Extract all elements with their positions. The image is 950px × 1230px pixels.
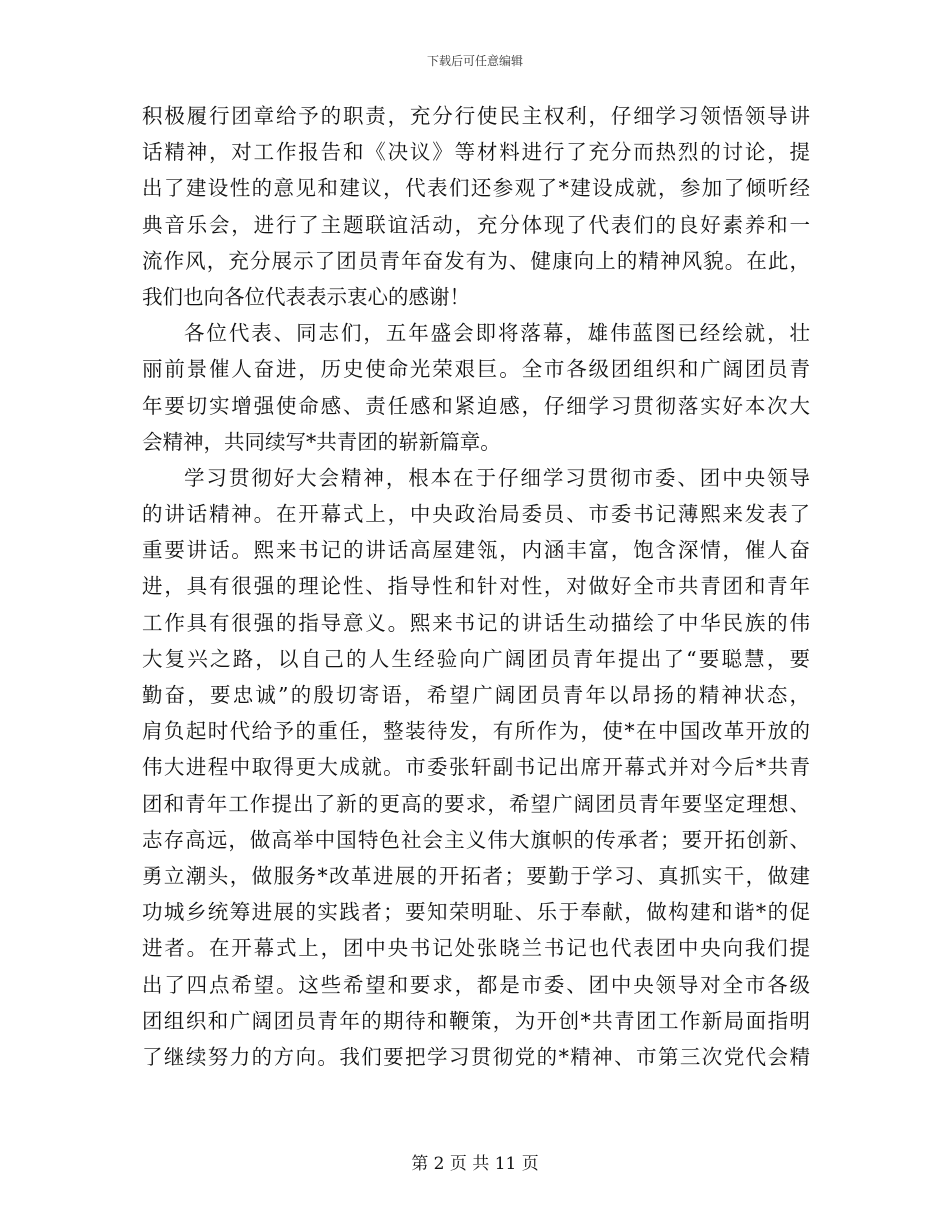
text-line: 大复兴之路，以自己的人生经验向广阔团员青年提出了“要聪慧，要 — [142, 646, 810, 671]
text-line: 流作风，充分展示了团员青年奋发有为、健康向上的精神风貌。在此， — [142, 248, 810, 273]
page-number: 第 2 页 共 11 页 — [411, 1154, 539, 1174]
text-line: 进者。在开幕式上，团中央书记处张晓兰书记也代表团中央向我们提 — [142, 936, 810, 961]
text-line: 年要切实增强使命感、责任感和紧迫感，仔细学习贯彻落实好本次大 — [142, 393, 810, 418]
text-line: 我们也向各位代表表示衷心的感谢！ — [142, 284, 470, 309]
text-line: 的讲话精神。在开幕式上，中央政治局委员、市委书记薄熙来发表了 — [142, 502, 810, 527]
text-line: 伟大进程中取得更大成就。市委张轩副书记出席开幕式并对今后*共青 — [142, 755, 810, 780]
text-line: 勇立潮头，做服务*改革进展的开拓者；要勤于学习、真抓实干，做建 — [142, 863, 810, 888]
text-line: 各位代表、同志们，五年盛会即将落幕，雄伟蓝图已经绘就，壮 — [184, 321, 810, 346]
text-line: 丽前景催人奋进，历史使命光荣艰巨。全市各级团组织和广阔团员青 — [142, 357, 810, 382]
page-header-note: 下载后可任意编辑 — [426, 54, 523, 68]
text-line: 工作具有很强的指导意义。熙来书记的讲话生动描绘了中华民族的伟 — [142, 610, 810, 635]
text-line: 话精神，对工作报告和《决议》等材料进行了充分而热烈的讨论，提 — [142, 140, 810, 165]
text-line: 积极履行团章给予的职责，充分行使民主权利，仔细学习领悟领导讲 — [142, 104, 810, 128]
text-line: 重要讲话。熙来书记的讲话高屋建瓴，内涵丰富，饱含深情，催人奋 — [142, 538, 810, 563]
text-line: 勤奋，要忠诚”的殷切寄语，希望广阔团员青年以昂扬的精神状态， — [142, 683, 810, 707]
text-line: 志存高远，做高举中国特色社会主义伟大旗帜的传承者；要开拓创新、 — [142, 827, 810, 852]
text-line: 肩负起时代给予的重任，整装待发，有所作为，使*在中国改革开放的 — [142, 719, 810, 744]
text-line: 出了建设性的意见和建议，代表们还参观了*建设成就，参加了倾听经 — [142, 176, 810, 201]
text-line: 了继续努力的方向。我们要把学习贯彻党的*精神、市第三次党代会精 — [142, 1044, 810, 1069]
text-line: 进，具有很强的理论性、指导性和针对性，对做好全市共青团和青年 — [142, 574, 810, 599]
text-line: 学习贯彻好大会精神，根本在于仔细学习贯彻市委、团中央领导 — [184, 465, 810, 490]
text-line: 功城乡统筹进展的实践者；要知荣明耻、乐于奉献，做构建和谐*的促 — [142, 900, 810, 925]
text-line: 出了四点希望。这些希望和要求，都是市委、团中央领导对全市各级 — [142, 972, 810, 997]
text-line: 典音乐会，进行了主题联谊活动，充分体现了代表们的良好素养和一 — [142, 212, 810, 237]
text-line: 团组织和广阔团员青年的期待和鞭策，为开创*共青团工作新局面指明 — [142, 1008, 810, 1033]
document-body — [142, 98, 810, 1075]
text-line: 团和青年工作提出了新的更高的要求，希望广阔团员青年要坚定理想、 — [142, 791, 810, 816]
text-line: 会精神，共同续写*共青团的崭新篇章。 — [142, 429, 501, 454]
